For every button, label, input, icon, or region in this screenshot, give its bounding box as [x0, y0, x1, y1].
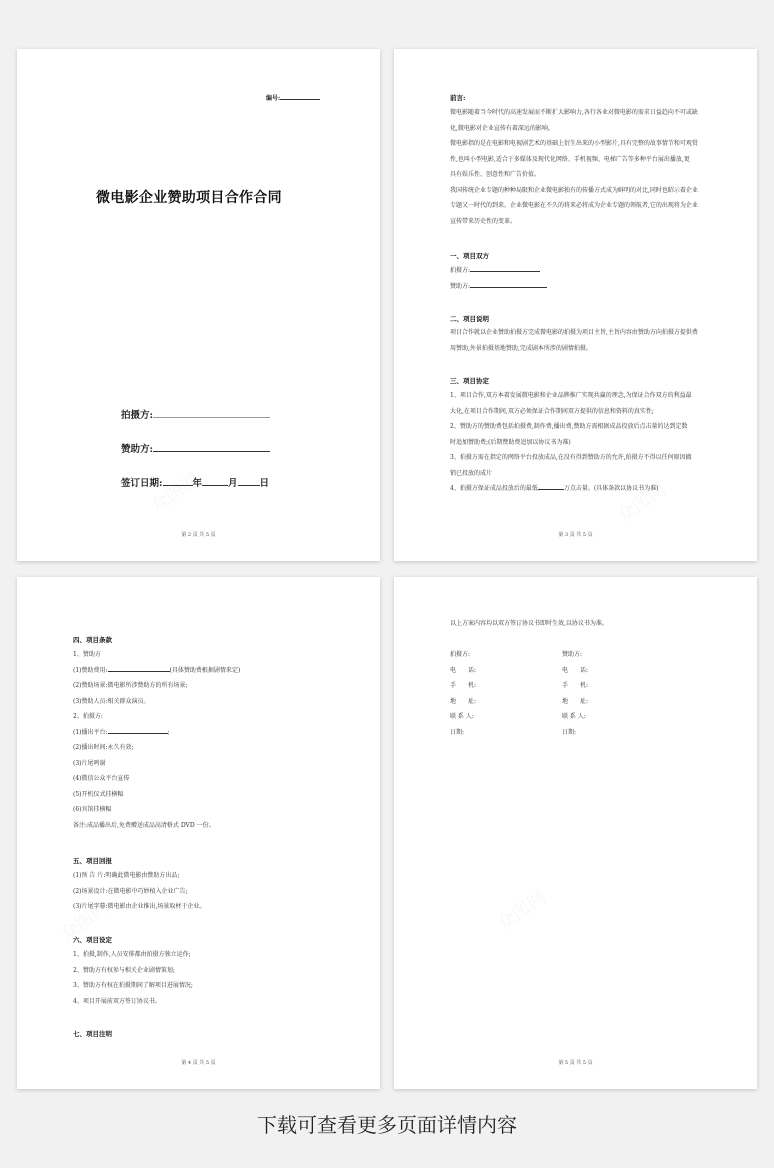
preface-line: 专题又一时代的到来。企业微电影在不久的将来必将成为企业专题的领航者,它的出现将为企业: [450, 202, 698, 209]
body-line: 2、赞助方有权参与相关企业剧情策划;: [73, 966, 175, 974]
body-line: (2)播出时间:永久有效;: [73, 744, 134, 751]
page-footer: 第 4 页 共 5 页: [181, 1060, 216, 1066]
date-label: 签订日期:: [121, 478, 163, 489]
preface-line: 化,微电影对企业宣传有着深远的影响。: [450, 124, 554, 132]
body-line: [450, 481, 712, 497]
download-caption: 下载可查看更多页面详情内容: [257, 1113, 517, 1137]
clause-text: (1)播出平台:: [73, 728, 108, 736]
body-line: (2)场景设计:在微电影中巧妙植入企业广告;: [73, 887, 188, 895]
body-line: 4、项目开展前双方签订协议书。: [73, 997, 161, 1005]
year-blank: [163, 479, 193, 486]
sign-date-field: [121, 475, 269, 489]
preface-line: 具有娱乐性、创意性和广告价值。: [450, 171, 541, 178]
sponsor-blank: [153, 445, 270, 452]
section-4-body: [73, 647, 343, 833]
body-line: 2、拍摄方:: [73, 713, 103, 720]
party-shooter-line: [450, 263, 540, 279]
body-line: (4)微信公众平台宣传: [73, 775, 130, 782]
body-line: 1、项目合作,双方本着发展微电影和企业品牌推广实现共赢的理念,为保证合作双方的利益最: [450, 392, 692, 399]
preface-title: 前言:: [450, 94, 466, 102]
body-line: (2)赞助场景:微电影所涉赞助方的所有场景;: [73, 682, 188, 689]
preface-page: [394, 49, 757, 561]
sponsor-label: 赞助方:: [121, 444, 154, 455]
section-3-body: [450, 388, 712, 497]
body-line: (1)播出平台: ;: [73, 728, 170, 736]
sponsor-field: [121, 441, 270, 455]
shooter-label: 拍摄方:: [450, 651, 471, 658]
page-footer: 第 3 页 共 5 页: [558, 532, 593, 538]
page-footer: 第 5 页 共 5 页: [558, 1060, 593, 1066]
shooter-label: 拍摄方:: [450, 267, 471, 274]
body-line: 2、赞助方的赞助费包括拍摄费,制作费,播出费,赞助方需根据成品投放后点击量的达到定数: [450, 423, 688, 430]
body-line: (6)宾馆挂横幅: [73, 806, 112, 813]
mobile-label: 手 机:: [450, 682, 477, 689]
clicks-blank: [538, 483, 564, 490]
body-line: (5)开机仪式挂横幅: [73, 790, 124, 798]
address-label: 地 址:: [562, 697, 589, 705]
day-blank: [238, 479, 260, 486]
document-title: 微电影企业赞助项目合作合同: [96, 190, 282, 206]
preface-line: 微电影随着当今时代的高速发展而不断扩大影响力,各行各业对微电影的需求日益趋向不可或缺: [450, 109, 698, 116]
section-3-title: 三、项目协定: [450, 377, 489, 385]
body-line: 3、赞助方有权在拍摄期间了解项目进展情况;: [73, 982, 193, 989]
clause-text: (1)赞助费用:: [73, 666, 108, 674]
fee-blank: [108, 665, 170, 672]
section-7-title: 七、项目注明: [73, 1030, 112, 1038]
effective-statement: 以上方案内容均以双方签订协议书即时生效,以协议书为准。: [450, 620, 608, 627]
body-line: 大化,在项目合作期间,双方必须保证合作期间双方提供的信息和资料的真实性;: [450, 407, 654, 415]
shooter-signature-block: [450, 647, 550, 740]
body-line: 时追加赞助费;(后期赞助费追加以协议书为准): [450, 438, 571, 446]
contact-label: 联 系 人:: [450, 713, 474, 720]
shooter-blank: [153, 411, 270, 418]
body-line: 3、拍摄方需在指定的网络平台投放成品,在没有得到赞助方的允许,拍摄方不得以任何原因撤: [450, 454, 692, 461]
number-blank: [280, 93, 320, 100]
address-label: 地 址:: [450, 697, 477, 705]
contact-label: 联 系 人:: [562, 713, 586, 720]
section-6-title: 六、项目设定: [73, 936, 112, 944]
sponsor-blank: [470, 281, 547, 288]
sponsor-label: 赞助方:: [562, 651, 583, 658]
section-1-title: 一、项目双方: [450, 252, 489, 260]
signature-page: [394, 577, 757, 1089]
watermark: [144, 466, 203, 518]
body-line: 备注:成品播出后,免费赠送成品高清格式 DVD 一份。: [73, 821, 215, 829]
phone-label: 电 话:: [562, 666, 589, 674]
sponsor-signature-block: [562, 647, 662, 740]
body-line: 1、拍摄,制作,人员安排都由拍摄方独立运作;: [73, 951, 191, 958]
section-4-title: 四、项目条款: [73, 636, 112, 644]
preface-line: 我国传统企业专题的种种局限和企业微电影独有的传播方式成为鲜明的对比,同时也昭示着企业: [450, 186, 698, 194]
body-line: [73, 663, 343, 679]
body-line: 项目合作就以企业赞助拍摄方完成微电影的拍摄为项目主旨,主旨内容由赞助方向拍摄方提供费: [450, 329, 698, 336]
preface-line: 微电影指的是在电影和电视剧艺术的基础上衍生出来的小型影片,具有完整的故事情节和可观赏: [450, 140, 698, 147]
year-label: 年: [192, 478, 203, 489]
body-line: (3)片尾鸣谢: [73, 759, 106, 767]
body-line: (3)片尾字幕:微电影由企业推出,场景取材于企业。: [73, 903, 206, 910]
month-blank: [202, 479, 228, 486]
date-label: 日期:: [450, 728, 465, 736]
section-2-body: [450, 325, 712, 356]
body-line: 1、赞助方: [73, 651, 101, 658]
section-5-title: 五、项目回报: [73, 857, 112, 865]
preface-line: 宣传带来历史性的变革。: [450, 217, 517, 225]
date-label: 日期:: [562, 728, 577, 736]
body-line: (3)赞助人员:相关群众演员。: [73, 697, 150, 705]
contract-number: [266, 93, 320, 102]
sponsor-label: 赞助方:: [450, 283, 471, 290]
section-5-body: [73, 868, 343, 915]
month-label: 月: [228, 478, 238, 489]
day-label: 日: [259, 478, 270, 489]
mobile-label: 手 机:: [562, 682, 589, 689]
number-label: 编号:: [266, 95, 281, 102]
terms-page: [17, 577, 380, 1089]
shooter-field: [121, 407, 270, 421]
watermark: [491, 884, 550, 936]
shooter-label: 拍摄方:: [121, 410, 154, 421]
phone-label: 电 话:: [450, 666, 477, 674]
party-sponsor-line: [450, 279, 547, 295]
clause-text: (具体赞助费根据剧情来定): [169, 666, 241, 674]
body-line: 用赞助,外景拍摄基地赞助,完成剧本所涉的剧情拍摄。: [450, 344, 592, 352]
page-footer: 第 2 页 共 5 页: [181, 532, 216, 538]
section-2-title: 二、项目说明: [450, 315, 489, 323]
cover-page: [17, 49, 380, 561]
preface-line: 性,也叫小型电影,适合于多媒体及现代化网络、手机视频、电梯广告等多种平台展出播放,更: [450, 155, 690, 163]
clause-text: 4、拍摄方保证成品投放后的最低: [450, 485, 538, 492]
shooter-blank: [470, 265, 540, 272]
section-6-body: [73, 947, 343, 1009]
clause-text: 万点击量。(具体条款以协议书为准): [563, 485, 659, 492]
body-line: 销已投放的成片: [450, 469, 493, 477]
body-line: (1)预 告 片:明确此微电影由赞助方出品;: [73, 872, 180, 879]
preface-body: [450, 105, 712, 229]
platform-blank: [108, 727, 168, 734]
